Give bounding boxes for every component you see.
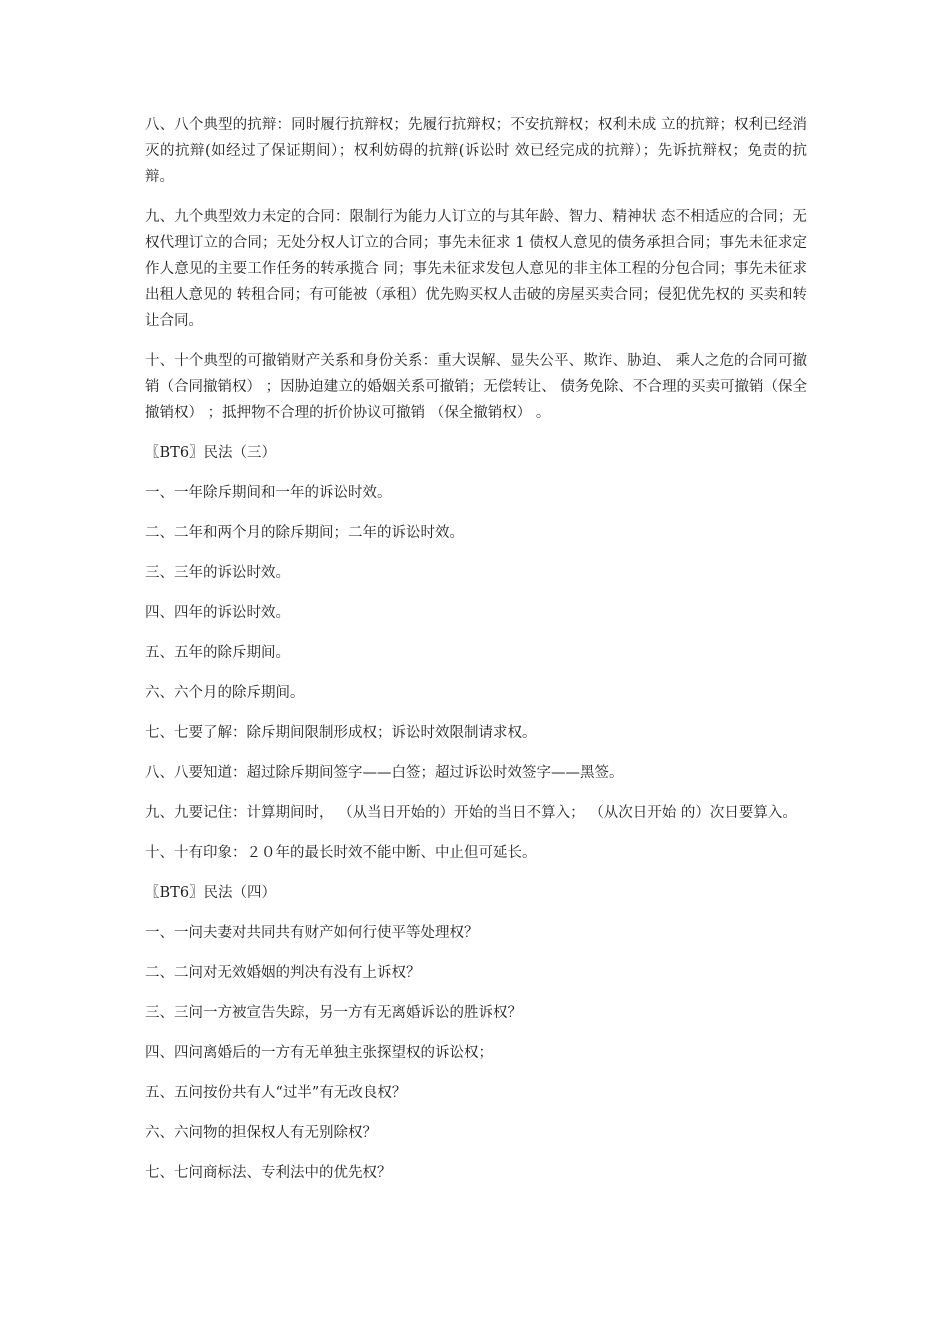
list-item: 八、八要知道：超过除斥期间签字——白签；超过诉讼时效签字——黑签。 bbox=[145, 765, 624, 781]
list-item: 一、一问夫妻对共同共有财产如何行使平等处理权？ bbox=[145, 925, 479, 941]
list-item: 二、二问对无效婚姻的判决有没有上诉权？ bbox=[145, 965, 421, 981]
list-item: 五、五年的除斥期间。 bbox=[145, 645, 290, 661]
list-item: 五、五问按份共有人“过半”有无改良权？ bbox=[145, 1085, 407, 1101]
list-item: 十、十有印象：２０年的最长时效不能中断、中止但可延长。 bbox=[145, 845, 537, 861]
list-item: 三、三问一方被宣告失踪，另一方有无离婚诉讼的胜诉权？ bbox=[145, 1005, 522, 1021]
list-item: 三、三年的诉讼时效。 bbox=[145, 565, 290, 581]
paragraph-eight-defenses: 八、八个典型的抗辩：同时履行抗辩权；先履行抗辩权；不安抗辩权；权利未成 立的抗辩；权利已经消灭的抗辩(如经过了保证期间）；权利妨碍的抗辩(诉讼时 效已经完成的抗辩）；先诉抗辩权；免责的抗辩。 bbox=[145, 117, 807, 185]
list-item: 六、六问物的担保权人有无别除权？ bbox=[145, 1125, 377, 1141]
paragraph-ten-revocable-relations: 十、十个典型的可撤销财产关系和身份关系：重大误解、显失公平、欺诈、胁迫、 乘人之危的合同可撤销（合同撤销权） ；因胁迫建立的婚姻关系可撤销；无偿转让、 债务免除、不合理的买卖可撤销（保全撤销权） ；抵押物不合理的折价协议可撤销 （保全撤销权） 。 bbox=[145, 353, 807, 421]
list-item: 一、一年除斥期间和一年的诉讼时效。 bbox=[145, 485, 392, 501]
section-heading-civil-law-4: 〖BT6〗民法（四） bbox=[145, 885, 277, 901]
list-item: 四、四问离婚后的一方有无单独主张探望权的诉讼权； bbox=[145, 1045, 493, 1061]
list-item: 九、九要记住：计算期间时， （从当日开始的）开始的当日不算入； （从次日开始 的）次日要算入。 bbox=[145, 805, 797, 821]
document-body bbox=[145, 112, 807, 1200]
section-heading-civil-law-3: 〖BT6〗民法（三） bbox=[145, 445, 277, 461]
list-item: 七、七要了解：除斥期间限制形成权；诉讼时效限制请求权。 bbox=[145, 725, 537, 741]
list-item: 七、七问商标法、专利法中的优先权？ bbox=[145, 1165, 392, 1181]
list-item: 六、六个月的除斥期间。 bbox=[145, 685, 305, 701]
list-item: 四、四年的诉讼时效。 bbox=[145, 605, 290, 621]
list-item: 二、二年和两个月的除斥期间；二年的诉讼时效。 bbox=[145, 525, 464, 541]
paragraph-nine-pending-contracts: 九、九个典型效力未定的合同：限制行为能力人订立的与其年龄、智力、精神状 态不相适应的合同；无权代理订立的合同；无处分权人订立的合同；事先未征求 1 债权人意见的债务承担合同；事先未征求定作人意见的主要工作任务的转承揽合 同；事先未征求发包人意见的非主体工程的分包合同；事先未征求出租人意见的 转租合同；有可能被（承租）优先购买权人击破的房屋买卖合同；侵犯优先权的 买卖和转让合同。 bbox=[145, 209, 807, 329]
